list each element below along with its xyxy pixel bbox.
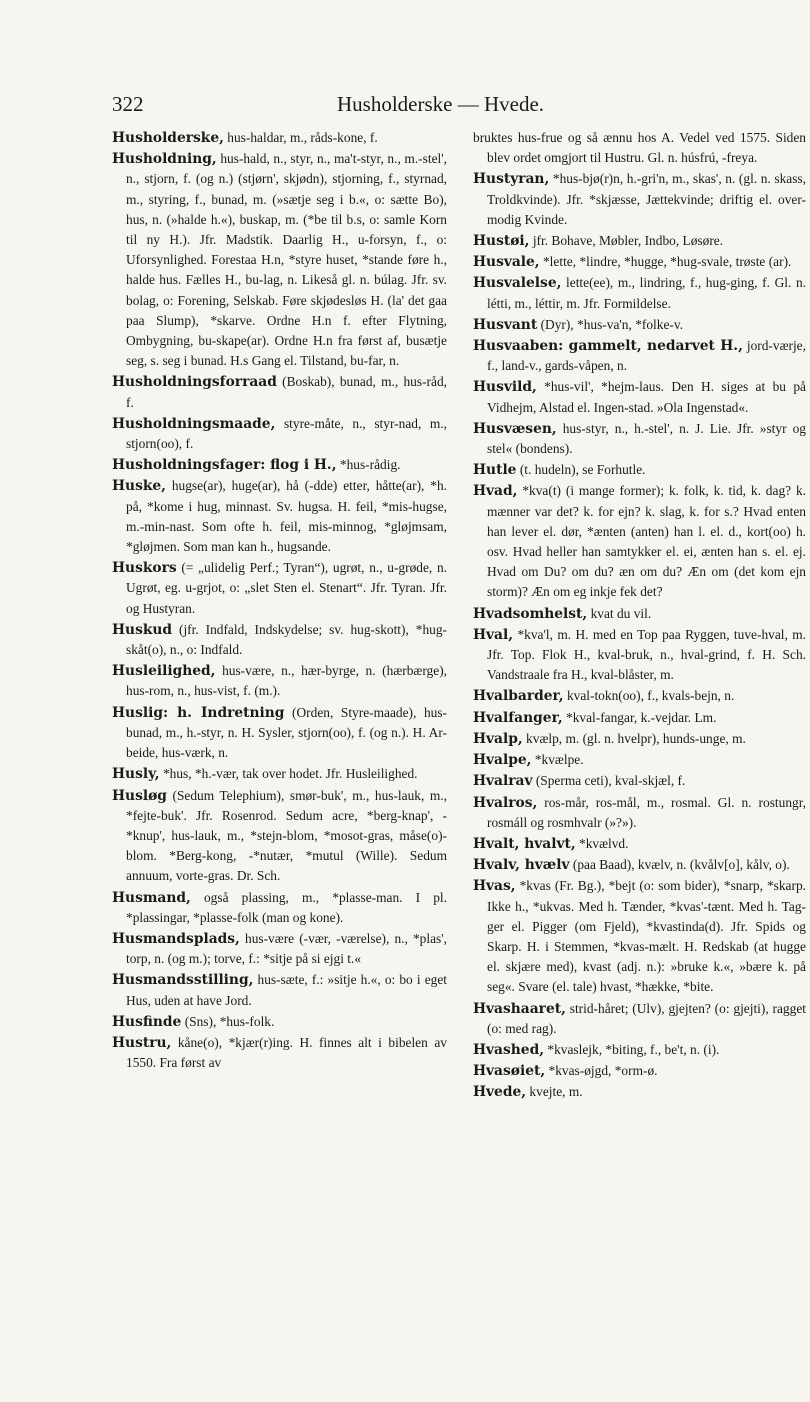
- entry-headword: Hvas,: [473, 878, 516, 895]
- entry-headword: Hvede,: [473, 1084, 527, 1101]
- entry-headword: Hvadsomhelst,: [473, 605, 588, 622]
- page-header: [112, 92, 642, 122]
- dictionary-entry: [473, 708, 806, 728]
- entry-text: også plassing, m., *plasse-man. I pl. *plassingar, *plasse-folk (man og kone).: [126, 889, 447, 925]
- running-head: Husholderske — Hvede.: [337, 92, 545, 116]
- entry-text: *kvælvd.: [579, 835, 629, 851]
- entry-headword: Husmandsstilling,: [112, 972, 254, 989]
- entry-headword: Hvalrav: [473, 773, 533, 790]
- entry-text: jord-værje, f., land-v., gards-våpen, n.: [487, 338, 806, 374]
- entry-headword: Husvæsen,: [473, 420, 557, 437]
- dictionary-entry: [473, 729, 806, 749]
- dictionary-entry: [473, 1040, 806, 1060]
- dictionary-entry: [112, 128, 447, 148]
- dictionary-entry: [473, 128, 806, 168]
- entry-headword: Husvant: [473, 316, 538, 333]
- dictionary-entry: [473, 999, 806, 1039]
- dictionary-entry: [473, 336, 806, 376]
- entry-text: *hus, *h.-vær, tak over hodet. Jfr. Husleilighed.: [162, 766, 418, 782]
- left-column: [112, 128, 447, 1383]
- entry-text: (Sedum Telephium), smør-buk', m., hus-lauk, m., *fejte-buk'. Jfr. Rosenrod. Sedum acre, *berg-knap', -*knup', hus-lauk, m., *stejn-blom, *mosot-gras, måse(o)-blom. *Berg-kong, -*nutær, *mutul (Wille). Sedum annuum, vorte-gras. Dr. Sch.: [126, 787, 447, 884]
- right-column: [473, 128, 806, 1383]
- entry-text: hus-styr, n., h.-stel', n. J. Lie. Jfr. »styr og stel« (bondens).: [487, 420, 806, 457]
- dictionary-entry: [112, 1012, 447, 1032]
- dictionary-entry: [112, 970, 447, 1010]
- dictionary-entry: [112, 703, 447, 764]
- dictionary-entry: [473, 231, 806, 251]
- dictionary-entry: [473, 419, 806, 459]
- dictionary-entry: [112, 414, 447, 454]
- entry-text: *hus-rådig.: [339, 457, 401, 473]
- dictionary-entry: [473, 252, 806, 272]
- entry-headword: Hvad,: [473, 483, 518, 500]
- entry-text: kåne(o), *kjær(r)ing. H. finnes alt i bibelen av 1550. Fra først av: [126, 1034, 447, 1071]
- entry-text: (= „ulidelig Perf.; Tyran“), ugrøt, n., u-grøde, n. Ugrøt, eg. u-grjot, o: „slet Sten el. Stenart“. Jfr. Tyran. Jfr. og Hustyran.: [126, 560, 447, 616]
- entry-headword: Hvalbarder,: [473, 688, 564, 705]
- entry-text: *hus-vil', *hejm-laus. Den H. siges at bu på Vidhejm, Alstad el. Ingen-stad. »Ola Ingenstad«.: [487, 379, 806, 415]
- dictionary-entry: [473, 855, 806, 875]
- dictionary-entry: [473, 625, 806, 686]
- dictionary-entry: [473, 834, 806, 854]
- entry-text: jfr. Bohave, Møbler, Indbo, Løsøre.: [532, 233, 724, 249]
- entry-text: (Sperma ceti), kval-skjæl, f.: [535, 773, 686, 789]
- entry-text: ros-mår, ros-mål, m., rosmal. Gl. n. rostungr, rosmáll og rosmhvalr (»?»).: [487, 794, 806, 830]
- entry-text: *kvas (Fr. Bg.), *bejt (o: som bider), *snarp, *skarp. Ikke h., *ukvas. Med h. Tænder, *kvas'-tænt. Med h. Tag-ger el. Pigger (om Fjeld), *kvastinda(d). Jfr. Spids og Skarp. H. i Stemmen, *kvas-mælt. H. Redskab (at hugge el. skjære med), kvast (adj. n.): »bruke k.«, »bære k. på seg«. Svare (el. tale) hvast, *hække, *bite.: [487, 878, 806, 995]
- dictionary-entry: [473, 876, 806, 997]
- entry-headword: Hvalfanger,: [473, 709, 563, 726]
- entry-headword: Husmand,: [112, 889, 191, 906]
- entry-headword: Husfinde: [112, 1013, 182, 1030]
- dictionary-entry: [112, 661, 447, 701]
- entry-text: strid-håret; (Ulv), gjejten? (o: gjejti), ragget (o: med rag).: [487, 1000, 806, 1036]
- entry-headword: Husløg: [112, 787, 167, 804]
- dictionary-entry: [112, 764, 447, 784]
- entry-text: kval-tokn(oo), f., kvals-bejn, n.: [566, 688, 735, 704]
- entry-text: *kva'l, m. H. med en Top paa Ryggen, tuve-hval, m. Jfr. Top. Flok H., kval-bruk, n., hval-grind, f. H. Sch. Vandstraale fra H., kval-blåster, m.: [487, 626, 806, 683]
- dictionary-entry: [112, 558, 447, 619]
- entry-headword: Hvashaaret,: [473, 1000, 566, 1017]
- dictionary-entry: [112, 476, 447, 557]
- entry-headword: Husvale,: [473, 254, 540, 271]
- entry-text: hugse(ar), huge(ar), hå (-dde) etter, håtte(ar), *h. på, *kome i hug, minnast. Sv. hugsa. H. feil, *mis-hugse, m.-min-nast. Som ofte h. feil, mis-minnog, *gløjmsam, *gløjmen. Som man kan h., hugsande.: [126, 478, 447, 555]
- dictionary-entry: [473, 273, 806, 313]
- dictionary-entry: [473, 686, 806, 706]
- entry-headword: Hvalt, hvalvt,: [473, 835, 576, 852]
- entry-text: *kva(t) (i mange former); k. folk, k. tid, k. dag? k. mænner var det? k. for ejn? k. slag, k. for s.? Hvad enten han lever el. dør, *ænten (anten) han l. el. d., kort(oo) h. osv. Hvad heller han samtykker el. ei, ænten han s. el. ej. Hvad om Du? om du? æn om du? Æn om (det kom ejn storm)? Æn om eg inkje fek det?: [487, 483, 806, 600]
- entry-headword: Huskors: [112, 560, 177, 577]
- dictionary-entry: [473, 793, 806, 833]
- entry-text: kvat du vil.: [590, 605, 652, 621]
- entry-headword: Huskud: [112, 621, 173, 638]
- entry-headword: Husleilighed,: [112, 663, 216, 680]
- entry-text: (jfr. Indfald, Indskydelse; sv. hug-skott), *hug-skåt(o), n., o: Indfald.: [126, 621, 447, 658]
- entry-text: (Sns), *hus-folk.: [184, 1013, 275, 1029]
- dictionary-entry: [473, 169, 806, 230]
- entry-text: *kvaslejk, *biting, f., be't, n. (i).: [547, 1041, 720, 1057]
- entry-headword: Husvaaben: gammelt, nedarvet H.,: [473, 338, 743, 355]
- entry-text: lette(ee), m., lindring, f., hug-ging, f. Gl. n. létti, m., léttir, m. Jfr. Formildelse.: [487, 275, 806, 311]
- entry-text: *hus-bjø(r)n, h.-gri'n, m., skas', n. (gl. n. skass, Troldkvinde). Jfr. *skjæsse, Jættekvinde; driftig el. over-modig Kvinde.: [487, 171, 806, 227]
- dictionary-entry: [473, 771, 806, 791]
- entry-headword: Husly,: [112, 766, 160, 783]
- dictionary-entry: [473, 460, 806, 480]
- dictionary-entry: [473, 604, 806, 624]
- entry-text: *kvælpe.: [534, 752, 584, 768]
- entry-headword: Hustyran,: [473, 171, 550, 188]
- entry-headword: Husvild,: [473, 379, 537, 396]
- dictionary-entry: [112, 372, 447, 412]
- entry-text: styre-måte, n., styr-nad, m., stjorn(oo), f.: [126, 415, 447, 452]
- entry-text: *lette, *lindre, *hugge, *hug-svale, trøste (ar).: [542, 254, 792, 270]
- entry-headword: Husmandsplads,: [112, 930, 240, 947]
- entry-headword: Huske,: [112, 478, 166, 495]
- entry-text: kvejte, m.: [529, 1084, 583, 1100]
- dictionary-entry: [473, 1061, 806, 1081]
- page-number: 322: [112, 92, 144, 116]
- entry-headword: Hval,: [473, 626, 514, 643]
- entry-text: hus-sæte, f.: »sitje h.«, o: bo i eget Hus, uden at have Jord.: [126, 972, 447, 1008]
- dictionary-entry: [112, 149, 447, 371]
- entry-headword: Hvalv, hvælv: [473, 857, 570, 874]
- entry-headword: Husholdningsfager: flog i H.,: [112, 457, 337, 474]
- entry-text: hus-haldar, m., råds-kone, f.: [227, 130, 378, 145]
- dictionary-entry: [112, 1033, 447, 1073]
- dictionary-entry: [473, 481, 806, 602]
- entry-text: hus-være, n., hær-byrge, n. (hærbærge), hus-rom, n., hus-vist, f. (m.).: [126, 663, 447, 699]
- entry-headword: Husvalelse,: [473, 275, 562, 292]
- entry-text: (Dyr), *hus-va'n, *folke-v.: [540, 316, 684, 332]
- dictionary-entry: [112, 888, 447, 928]
- entry-headword: Hvalros,: [473, 794, 538, 811]
- dictionary-entry: [473, 1082, 806, 1102]
- dictionary-entry: [473, 315, 806, 335]
- entry-text: (paa Baad), kvælv, n. (kvålv[o], kålv, o).: [572, 857, 790, 873]
- entry-text: (Orden, Styre-maade), hus-bunad, m., h.-styr, n. H. Sysler, stjorn(oo), f. (og n.). H. Ar-beide, hus-værk, n.: [126, 704, 447, 761]
- entry-text: *kvas-øjgd, *orm-ø.: [548, 1063, 658, 1079]
- entry-headword: Husholdningsforraad: [112, 374, 277, 391]
- entry-headword: Hustru,: [112, 1034, 172, 1051]
- dictionary-entry: [473, 750, 806, 770]
- entry-headword: Hvalp,: [473, 730, 523, 747]
- entry-headword: Hvashed,: [473, 1041, 545, 1058]
- entry-headword: Hvasøiet,: [473, 1063, 546, 1080]
- entry-text: *kval-fangar, k.-vejdar. Lm.: [566, 709, 717, 725]
- dictionary-entry: [112, 929, 447, 969]
- entry-text: (Boskab), bunad, m., hus-råd, f.: [126, 374, 447, 410]
- dictionary-entry: [112, 620, 447, 660]
- entry-headword: Husholdningsmaade,: [112, 415, 276, 432]
- dictionary-entry: [112, 786, 447, 887]
- dictionary-entry: [473, 377, 806, 417]
- entry-headword: Husholdning,: [112, 151, 217, 168]
- entry-headword: Husholderske,: [112, 130, 224, 146]
- entry-headword: Hustøi,: [473, 233, 530, 250]
- entry-text: (t. hudeln), se Forhutle.: [519, 462, 646, 478]
- entry-text: bruktes hus-frue og så ænnu hos A. Vedel ved 1575. Siden blev ordet omgjort til Hustru. Gl. n. húsfrú, -freya.: [473, 130, 806, 166]
- entry-headword: Hvalpe,: [473, 752, 532, 769]
- dictionary-entry: [112, 455, 447, 475]
- entry-headword: Hutle: [473, 462, 517, 479]
- entry-text: hus-hald, n., styr, n., ma't-styr, n., m.-stel', n., stjorn, f. (og n.) (stjørn', skjødn), stjorning, f., styrnad, m., styring, f., bunad, m. (»sætje seg i b.«, o: sætte Bo), hus, n. (»halde h.«), buskap, m. (*be til b.s, o: samle Korn til ny H.). Jfr. Madstik. Daarlig H., u-forsyn, f., o: Uforsynlighed. Forestaa H.n, *styre huset, *stande føre h., halde hus. Fælles H., bu-lag, n. Likeså gl. n. búlag. Jfr. sv. bolag, o: Forening, Selskab. Føre skjødesløs H. (la' det gaa paa Slump), *skarve. Ordne H.n f. efter Flytning, Ombygning, bu-skape(ar). Ordne H.n fra først af, busætje seg, s. seg i bunad. H.s Gang el. Tilstand, bu-far, n.: [126, 151, 447, 369]
- entry-headword: Huslig: h. Indretning: [112, 704, 285, 721]
- entry-text: hus-være (-vær, -værelse), n., *plas', torp, n. (og m.); torve, f.: *sitje på si ejgi t.«: [126, 930, 447, 967]
- entry-text: kvælp, m. (gl. n. hvelpr), hunds-unge, m.: [526, 730, 746, 746]
